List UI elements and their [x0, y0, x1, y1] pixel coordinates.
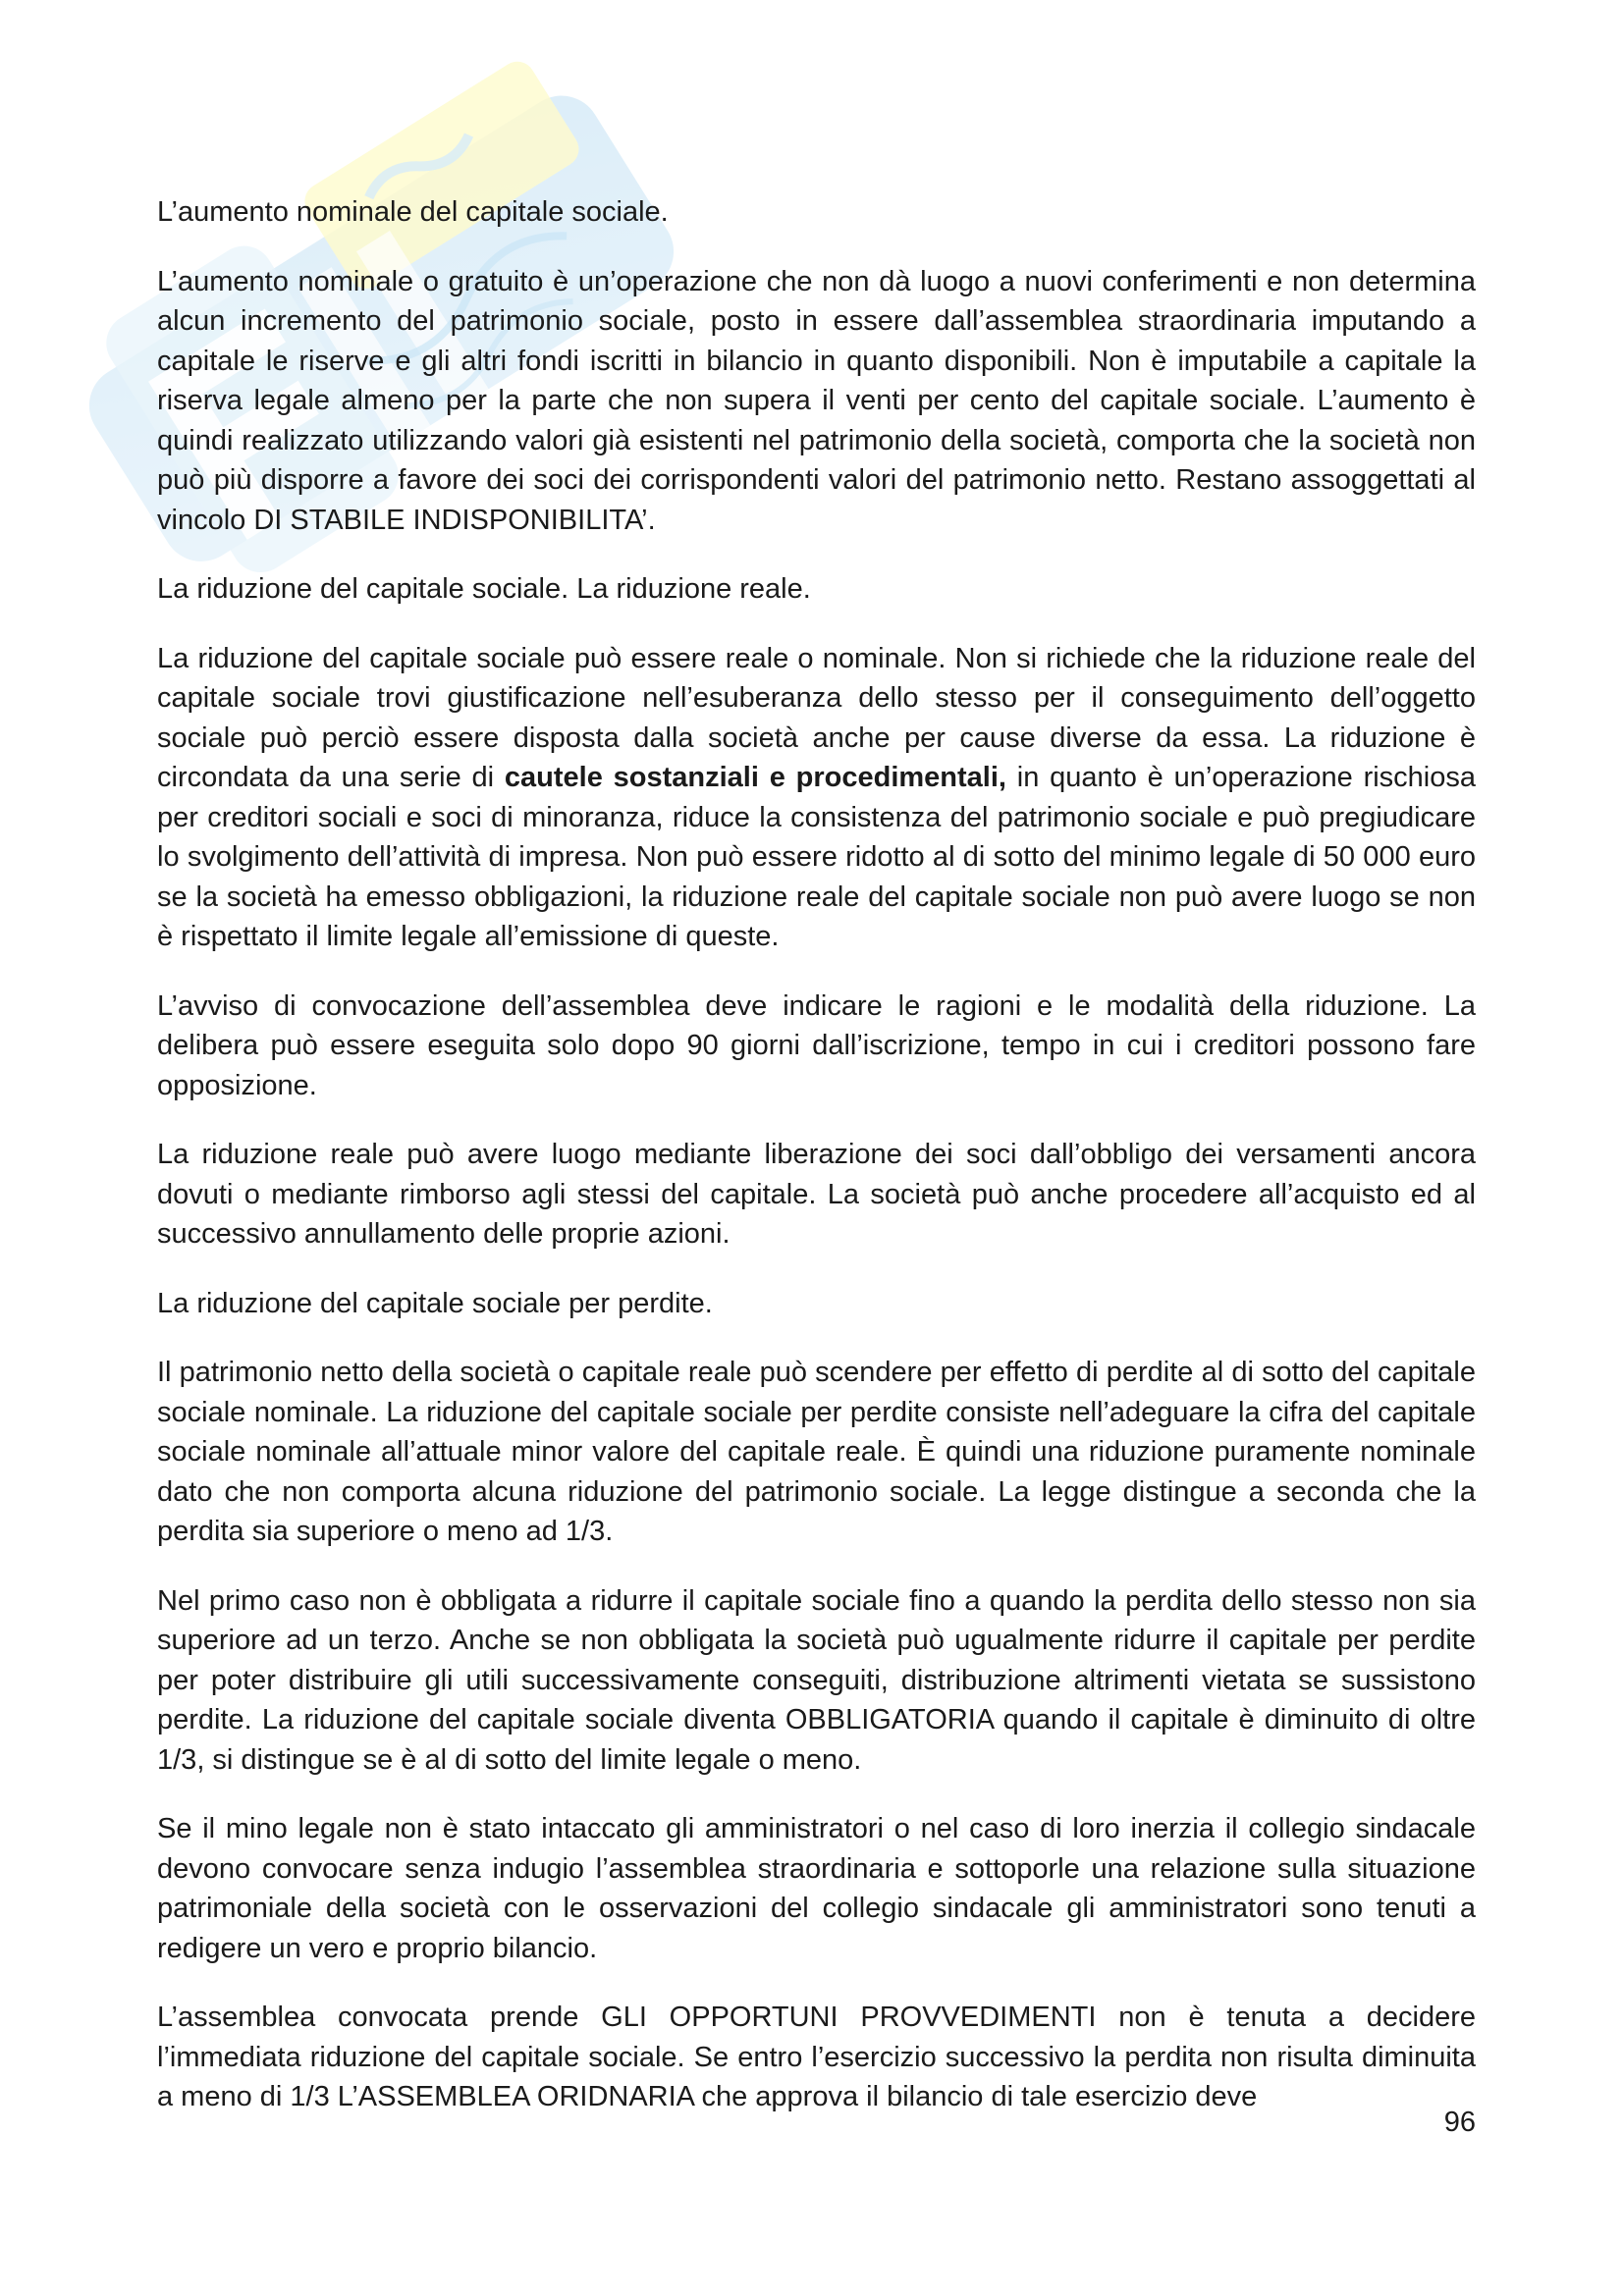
paragraph-primo-caso: Nel primo caso non è obbligata a ridurre il capitale sociale fino a quando la perdita dello stesso non sia superiore ad un terzo. Anche se non obbligata la società può ugualmente ridurre il capitale per perdite per poter distribuire gli utili successivamente conseguiti, distribuzione altrimenti vietata se sussistono perdite. La riduzione del capitale sociale diventa OBBLIGATORIA quando il capitale è diminuito di oltre 1/3, si distingue se è al di sotto del limite legale o meno.	[157, 1584, 1476, 1776]
paragraph-minimo-legale: Se il mino legale non è stato intaccato gli amministratori o nel caso di loro inerzia il collegio sindacale devono convocare senza indugio l’assemblea straordinaria e sottoporle una relazione sulla situazione patrimoniale della società con le osservazioni del collegio sindacale gli amministratori sono tenuti a redigere un vero e proprio bilancio.	[157, 1813, 1476, 1964]
document-body	[157, 192, 1476, 2147]
paragraph-riduzione-reale-part-1: La riduzione del capitale sociale può essere reale o nominale. Non si richiede che la riduzione reale del capitale sociale trovi giustificazione nell’esuberanza dello stesso per il conseguimento dell’oggetto sociale può perciò essere disposta dalla società anche per cause diverse da essa. La riduzione è circondata da una serie di	[157, 642, 1476, 793]
paragraph-liberazione-soci: La riduzione reale può avere luogo mediante liberazione dei soci dall’obbligo dei versamenti ancora dovuti o mediante rimborso agli stessi del capitale. La società può anche procedere all’acquisto ed al successivo annullamento delle proprie azioni.	[157, 1139, 1476, 1250]
paragraph-riduzione-reale-bold: cautele sostanziali e procedimentali,	[504, 762, 1006, 793]
paragraph-riduzione-reale-part-3: in quanto è un’operazione rischiosa per creditori sociali e soci di minoranza, riduce la consistenza del patrimonio sociale e può pregiudicare lo svolgimento dell’attività di impresa. Non può essere ridotto al di sotto del minimo legale di 50 000 euro se la società ha emesso obbligazioni, la riduzione reale del capitale sociale non può avere luogo se non è rispettato il limite legale all’emissione di queste.	[157, 762, 1477, 952]
section-heading-riduzione-perdite: La riduzione del capitale sociale per perdite.	[157, 1287, 713, 1319]
page-number: 96	[1443, 2107, 1476, 2138]
section-heading-aumento-nominale: L’aumento nominale del capitale sociale.	[157, 196, 669, 228]
paragraph-avviso-convocazione: L’avviso di convocazione dell’assemblea deve indicare le ragioni e le modalità della riduzione. La delibera può essere eseguita solo dopo 90 giorni dall’iscrizione, tempo in cui i creditori possono fare opposizione.	[157, 989, 1476, 1101]
section-heading-riduzione-reale: La riduzione del capitale sociale. La riduzione reale.	[157, 573, 811, 605]
paragraph-aumento-nominale: L’aumento nominale o gratuito è un’operazione che non dà luogo a nuovi conferimenti e non determina alcun incremento del patrimonio sociale, posto in essere dall’assemblea straordinaria imputando a capitale le riserve e gli altri fondi iscritti in bilancio in quanto disponibili. Non è imputabile a capitale la riserva legale almeno per la parte che non supera il venti per cento del capitale sociale. L’aumento è quindi realizzato utilizzando valori già esistenti nel patrimonio della società, comporta che la società non può più disporre a favore dei soci dei corrispondenti valori del patrimonio netto. Restano assoggettati al vincolo DI STABILE INDISPONIBILITA’.	[157, 265, 1476, 536]
paragraph-assemblea-convocata: L’assemblea convocata prende GLI OPPORTUNI PROVVEDIMENTI non è tenuta a decidere l’immediata riduzione del capitale sociale. Se entro l’esercizio successivo la perdita non risulta diminuita a meno di 1/3 L’ASSEMBLEA ORIDNARIA che approva il bilancio di tale esercizio deve	[157, 2002, 1476, 2112]
paragraph-riduzione-reale	[157, 639, 1476, 957]
paragraph-patrimonio-netto: Il patrimonio netto della società o capitale reale può scendere per effetto di perdite al di sotto del capitale sociale nominale. La riduzione del capitale sociale per perdite consiste nell’adeguare la cifra del capitale sociale nominale all’attuale minor valore del capitale reale. È quindi una riduzione puramente nominale dato che non comporta alcuna riduzione del patrimonio sociale. La legge distingue a seconda che la perdita sia superiore o meno ad 1/3.	[157, 1357, 1476, 1547]
